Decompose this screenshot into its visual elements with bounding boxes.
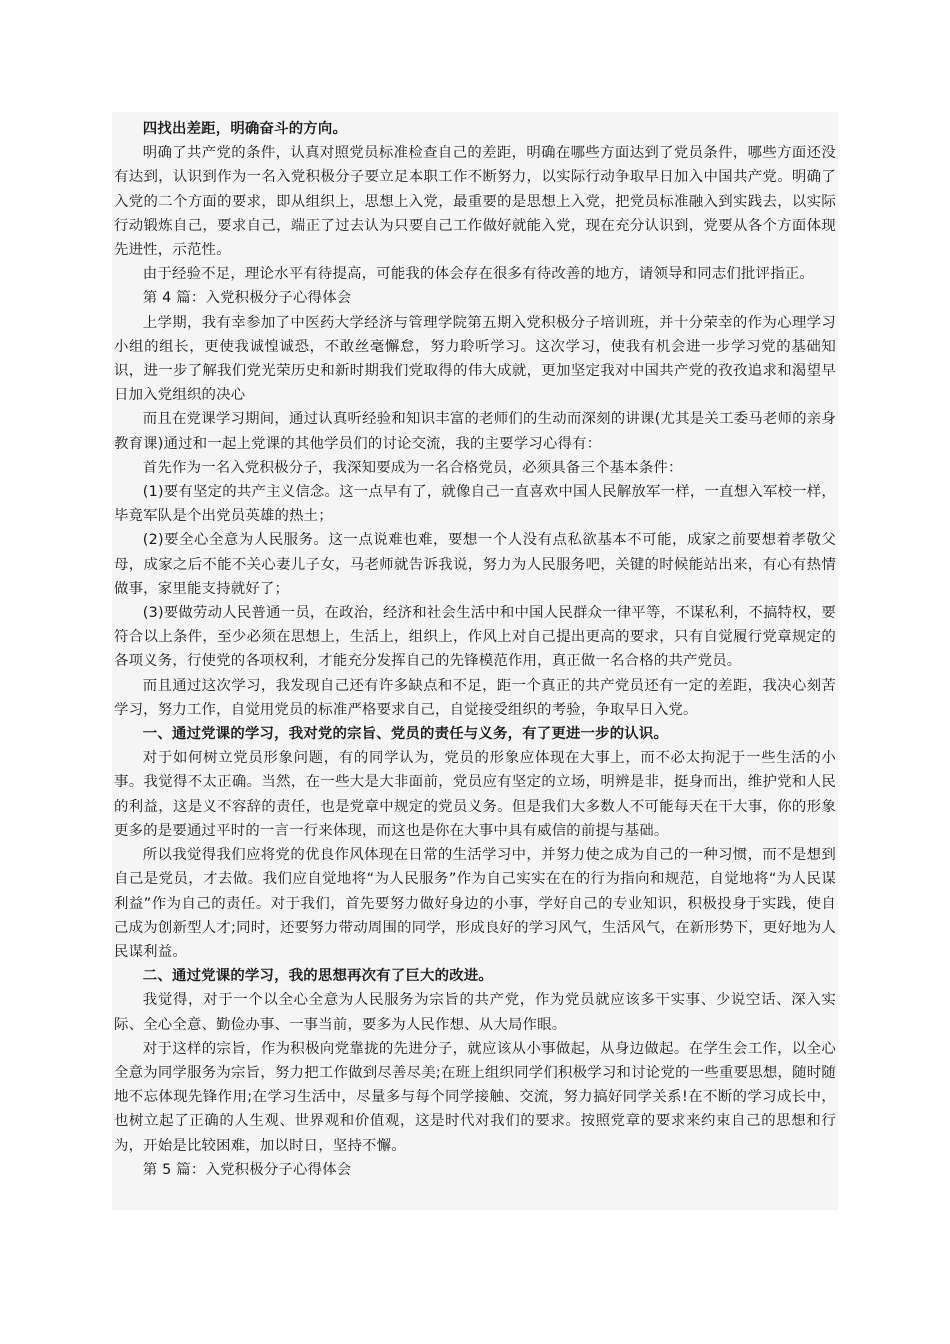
paragraph: 对于这样的宗旨，作为积极向党靠拢的先进分子，就应该从小事做起，从身边做起。在学生会工作，以全心全意为同学服务为宗旨，努力把工作做到尽善尽美;在班上组织同学们积极学习和讨论党的一些重要思想，随时随地不忘体现先锋作用;在学习生活中，尽量多与每个同学接触、交流，努力搞好同学关系!在不断的学习成长中，也树立起了正确的人生观、世界观和价值观，这是时代对我们的要求。按照党章的要求来约束自己的思想和行为，开始是比较困难，加以时日，坚持不懈。 <box>114 1040 836 1154</box>
paragraph: 而且通过这次学习，我发现自己还有许多缺点和不足，距一个真正的共产党员还有一定的差距，我决心刻苦学习，努力工作，自觉用党员的标准严格要求自己，自觉接受组织的考验，争取早日入党。 <box>114 677 836 718</box>
document-body <box>112 112 838 1182</box>
paragraph: 对于如何树立党员形象问题，有的同学认为，党员的形象应体现在大事上，而不必太拘泥于一些生活的小事。我觉得不太正确。当然，在一些大是大非面前，党员应有坚定的立场，明辨是非，挺身而出，维护党和人民的利益，这是义不容辞的责任，也是党章中规定的党员义务。但是我们大多数人不可能每天在干大事，你的形象更多的是要通过平时的一言一行来体现，而这也是你在大事中具有威信的前提与基础。 <box>114 750 836 839</box>
paragraph: 我觉得，对于一个以全心全意为人民服务为宗旨的共产党，作为党员就应该多干实事、少说空话、深入实际、全心全意、勤俭办事、一事当前，要多为人民作想、从大局作眼。 <box>114 992 836 1033</box>
paragraph: 由于经验不足，理论水平有待提高，可能我的体会存在很多有待改善的地方，请领导和同志们批评指正。 <box>142 266 814 283</box>
document-page <box>112 112 838 1210</box>
paragraph: 而且在党课学习期间，通过认真听经验和知识丰富的老师们的生动而深刻的讲课(尤其是关工委马老师的亲身教育课)通过和一起上党课的其他学员们的讨论交流，我的主要学习心得有： <box>114 411 836 452</box>
section-heading-two: 二、通过党课的学习，我的思想再次有了巨大的改进。 <box>142 968 493 985</box>
paragraph: (2)要全心全意为人民服务。这一点说难也难，要想一个人没有点私欲基本不可能，成家之前要想着孝敬父母，成家之后不能不关心妻儿子女，马老师就告诉我说，努力为人民服务吧，关键的时候能站出来，有心有热情做事，家里能支持就好了； <box>114 532 836 597</box>
paragraph: 明确了共产党的条件，认真对照党员标准检查自己的差距，明确在哪些方面达到了党员条件，哪些方面还没有达到，认识到作为一名入党积极分子要立足本职工作不断努力，以实际行动争取早日加入中国共产党。明确了入党的二个方面的要求，即从组织上，思想上入党，最重要的是思想上入党，把党员标准融入到实践去，以实际行动锻炼自己，要求自己，端正了过去认为只要自己工作做好就能入党，现在充分认识到，党要从各个方面体现先进性，示范性。 <box>114 145 836 259</box>
section-heading-one: 一、通过党课的学习，我对党的宗旨、党员的责任与义务，有了更进一步的认识。 <box>142 726 669 743</box>
article-title-4: 第 4 篇：入党积极分子心得体会 <box>142 290 352 307</box>
article-title-5: 第 5 篇：入党积极分子心得体会 <box>142 1161 352 1178</box>
paragraph: 上学期，我有幸参加了中医药大学经济与管理学院第五期入党积极分子培训班，并十分荣幸的作为心理学习小组的组长，更使我诚惶诚恐，不敢丝毫懈怠，努力聆听学习。这次学习，使我有机会进一步学习党的基础知识，进一步了解我们党光荣历史和新时期我们党取得的伟大成就，更加坚定我对中国共产党的孜孜追求和渴望早日加入党组织的决心 <box>114 314 836 404</box>
paragraph: 所以我觉得我们应将党的优良作风体现在日常的生活学习中，并努力使之成为自己的一种习惯，而不是想到自己是党员，才去做。我们应自觉地将“为人民服务”作为自己实实在在的行为指向和规范，自觉地将“为人民谋利益”作为自己的责任。对于我们，首先要努力做好身边的小事，学好自己的专业知识，积极投身于实践，使自己成为创新型人才;同时，还要努力带动周围的同学，形成良好的学习风气，生活风气，在新形势下，更好地为人民谋利益。 <box>114 847 836 960</box>
paragraph: 首先作为一名入党积极分子，我深知要成为一名合格党员，必须具备三个基本条件： <box>142 459 683 476</box>
section-heading-four: 四找出差距，明确奋斗的方向。 <box>142 121 348 137</box>
paragraph: (1)要有坚定的共产主义信念。这一点早有了，就像自己一直喜欢中国人民解放军一样，一直想入军校一样，毕竟军队是个出党员英雄的热土； <box>114 484 836 525</box>
paragraph: (3)要做劳动人民普通一员，在政治，经济和社会生活中和中国人民群众一律平等，不谋私利，不搞特权，要符合以上条件，至少必须在思想上，生活上，组织上，作风上对自己提出更高的要求，只有自觉履行党章规定的各项义务，行使党的各项权利，才能充分发挥自己的先锋模范作用，真正做一名合格的共产党员。 <box>114 605 836 670</box>
